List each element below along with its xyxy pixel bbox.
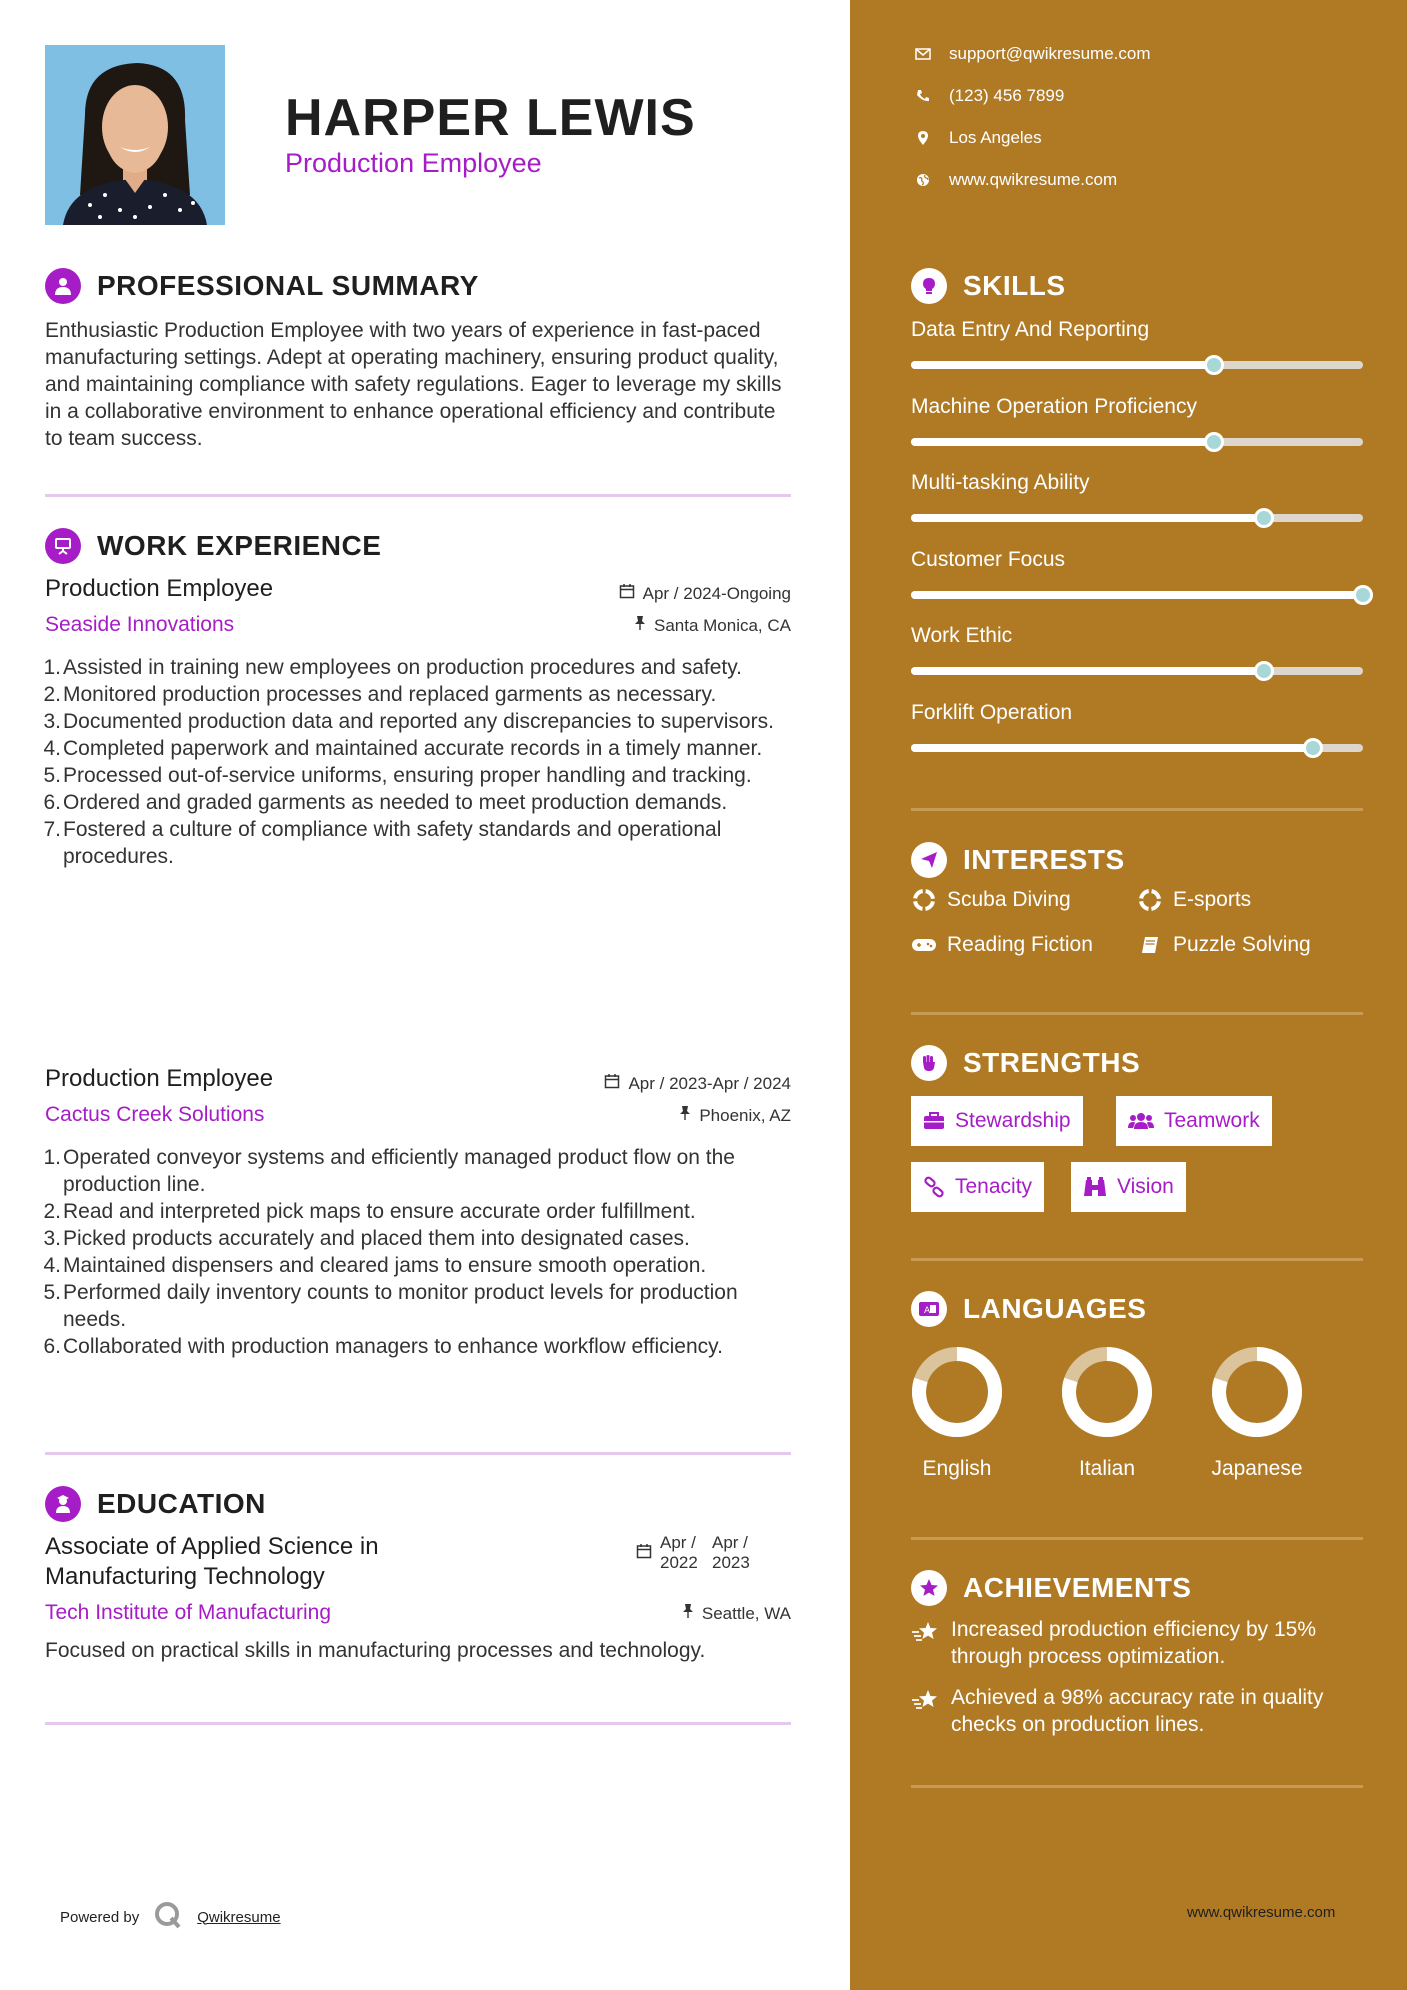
pin-icon xyxy=(634,615,646,636)
strength-label: Tenacity xyxy=(955,1175,1033,1198)
skill-bar-fill xyxy=(911,361,1214,369)
presentation-icon xyxy=(45,528,81,564)
language-item xyxy=(1057,1342,1157,1481)
languages-header xyxy=(911,1291,1146,1327)
link-icon xyxy=(923,1176,945,1198)
language-donut xyxy=(1057,1342,1157,1442)
candidate-role: Production Employee xyxy=(285,148,542,178)
star-icon xyxy=(911,1570,947,1606)
language-donut xyxy=(907,1342,1007,1442)
education-description: Focused on practical skills in manufacturing processes and technology. xyxy=(45,1639,706,1662)
candidate-name: HARPER LEWIS xyxy=(285,89,696,147)
divider xyxy=(911,1012,1363,1015)
calendar-icon xyxy=(619,583,635,604)
list-item: 4. Maintained dispensers and cleared jams to ensure smooth operation. xyxy=(43,1254,707,1277)
job-dates-text: Apr / 2023-Apr / 2024 xyxy=(628,1073,791,1093)
education-title: EDUCATION xyxy=(97,1488,266,1519)
job-title: Production Employee xyxy=(45,575,274,602)
skill-bar-fill xyxy=(911,744,1313,752)
powered-by xyxy=(60,1900,281,1934)
skill-bar-fill xyxy=(911,514,1264,522)
job-location-text: Santa Monica, CA xyxy=(653,615,791,635)
divider xyxy=(45,1452,791,1455)
sidebar xyxy=(850,0,1407,1990)
education-location xyxy=(682,1603,791,1624)
skill-bar xyxy=(911,591,1363,599)
skill-name: Data Entry And Reporting xyxy=(911,318,1150,341)
contact-website xyxy=(911,170,1117,190)
job-location xyxy=(679,1105,791,1126)
skill-name: Forklift Operation xyxy=(911,700,1073,724)
language-label: Japanese xyxy=(1211,1457,1303,1480)
skill-bar-fill xyxy=(911,591,1363,599)
education-end: Apr / 2023 xyxy=(712,1533,750,1572)
achievement-item xyxy=(911,1616,1371,1670)
skills-header xyxy=(911,268,1066,304)
shooting-star-icon xyxy=(911,1684,941,1738)
list-item: 7. Fostered a culture of compliance with safety standards and operational procedures. xyxy=(43,818,722,868)
divider xyxy=(911,1258,1363,1261)
skills-title: SKILLS xyxy=(963,270,1066,301)
paper-plane-icon xyxy=(911,842,947,878)
achievement-item xyxy=(911,1684,1371,1738)
skill-bar xyxy=(911,667,1363,675)
list-item: 6. Ordered and graded garments as needed to meet production demands. xyxy=(43,791,728,814)
achievement-text: Achieved a 98% accuracy rate in quality checks on production lines. xyxy=(951,1686,1324,1736)
interest-label: Puzzle Solving xyxy=(1173,933,1311,956)
contact-phone xyxy=(911,86,1064,106)
book-icon xyxy=(1137,935,1163,955)
skill-name: Customer Focus xyxy=(911,547,1066,571)
divider xyxy=(911,808,1363,811)
list-item: 3. Picked products accurately and placed them into designated cases. xyxy=(43,1227,690,1250)
list-item: 5. Processed out-of-service uniforms, ensuring proper handling and tracking. xyxy=(43,764,752,787)
skill-bar xyxy=(911,514,1363,522)
powered-by-text: Powered by xyxy=(60,1908,140,1926)
languages-title: LANGUAGES xyxy=(963,1293,1147,1324)
binoculars-icon xyxy=(1083,1176,1107,1198)
contact-location xyxy=(911,128,1042,148)
briefcase-icon xyxy=(923,1112,945,1130)
divider xyxy=(45,1722,791,1725)
degree-title: Associate of Applied Science in Manufacturing Technology xyxy=(45,1533,379,1590)
interest-item xyxy=(1137,888,1251,912)
qwikresume-link[interactable]: Qwikresume xyxy=(197,1908,281,1926)
footer-website[interactable]: www.qwikresume.com xyxy=(1187,1904,1336,1921)
strength-chip xyxy=(911,1162,1044,1212)
skill-bar-fill xyxy=(911,667,1264,675)
language-item xyxy=(907,1342,1007,1481)
education-header xyxy=(45,1486,266,1522)
skill-slider-knob xyxy=(1254,508,1274,528)
strength-label: Teamwork xyxy=(1164,1109,1260,1132)
education-start: Apr / 2022 xyxy=(660,1533,698,1572)
phone-icon xyxy=(911,89,935,103)
list-item: 4. Completed paperwork and maintained accurate records in a timely manner. xyxy=(43,737,763,760)
list-item: 3. Documented production data and reported any discrepancies to supervisors. xyxy=(43,710,774,733)
interest-item xyxy=(911,933,1093,957)
contact-phone-text: (123) 456 7899 xyxy=(949,86,1065,105)
language-label: English xyxy=(922,1457,992,1480)
map-marker-icon xyxy=(911,130,935,146)
skill-bar xyxy=(911,744,1363,752)
calendar-icon xyxy=(604,1073,620,1094)
language-icon xyxy=(911,1291,947,1327)
job-location xyxy=(634,615,791,636)
summary-header xyxy=(45,268,479,304)
lightbulb-icon xyxy=(911,268,947,304)
interest-label: Reading Fiction xyxy=(947,933,1093,956)
contact-website-text[interactable]: www.qwikresume.com xyxy=(949,170,1118,189)
divider xyxy=(911,1537,1363,1540)
skill-name: Work Ethic xyxy=(911,624,1013,647)
list-item: 2. Monitored production processes and replaced garments as necessary. xyxy=(43,683,717,706)
calendar-icon xyxy=(636,1533,652,1573)
divider xyxy=(911,1785,1363,1788)
work-title: WORK EXPERIENCE xyxy=(97,530,382,561)
job-location-text: Phoenix, AZ xyxy=(699,1105,791,1125)
job-title: Production Employee xyxy=(45,1065,274,1092)
divider xyxy=(45,494,791,497)
skill-slider-knob xyxy=(1353,585,1373,605)
list-item: 6. Collaborated with production managers to enhance workflow efficiency. xyxy=(43,1335,723,1358)
list-item: 5. Performed daily inventory counts to monitor product levels for production needs. xyxy=(43,1281,738,1331)
skill-bar-fill xyxy=(911,438,1214,446)
interest-label: Scuba Diving xyxy=(947,888,1071,911)
job-dates-text: Apr / 2024-Ongoing xyxy=(642,583,791,603)
fist-icon xyxy=(911,1045,947,1081)
gamepad-icon xyxy=(911,937,937,953)
users-icon xyxy=(1128,1112,1154,1130)
contact-location-text: Los Angeles xyxy=(949,128,1042,147)
summary-text: Enthusiastic Production Employee with two years of experience in fast-paced manufacturing settings. Adept at operating machinery, ensuring product quality, and maintaining compliance with safety regulations. Eager to leverage my skills in a collaborative environment to enhance operational efficiency and contribute to team success. xyxy=(45,319,782,450)
strength-label: Vision xyxy=(1117,1175,1174,1198)
language-label: Italian xyxy=(1078,1457,1136,1480)
skill-slider-knob xyxy=(1303,738,1323,758)
strengths-title: STRENGTHS xyxy=(963,1047,1141,1078)
svg-text:A: A xyxy=(924,1306,931,1316)
job-bullets xyxy=(45,1144,797,1360)
list-item: 1. Assisted in training new employees on production procedures and safety. xyxy=(43,656,743,679)
interests-header xyxy=(911,842,1125,878)
skill-slider-knob xyxy=(1204,355,1224,375)
profile-photo xyxy=(45,45,225,225)
envelope-icon xyxy=(911,48,935,60)
achievements-title: ACHIEVEMENTS xyxy=(963,1572,1192,1603)
achievements-header xyxy=(911,1570,1191,1606)
interest-item xyxy=(1137,933,1311,957)
job-bullets xyxy=(45,654,797,870)
strength-chip xyxy=(1071,1162,1186,1212)
interest-item xyxy=(911,888,1071,912)
job-dates xyxy=(604,1073,791,1094)
skill-slider-knob xyxy=(1204,432,1224,452)
strength-chip xyxy=(911,1096,1083,1146)
education-dates xyxy=(636,1533,756,1573)
language-item xyxy=(1207,1342,1307,1481)
interests-title: INTERESTS xyxy=(963,844,1125,875)
contact-email xyxy=(911,44,1151,64)
graduate-icon xyxy=(45,1486,81,1522)
skill-bar xyxy=(911,438,1363,446)
user-icon xyxy=(45,268,81,304)
skill-name: Multi-tasking Ability xyxy=(911,471,1090,494)
achievement-text: Increased production efficiency by 15% through process optimization. xyxy=(951,1618,1316,1668)
strengths-header xyxy=(911,1045,1140,1081)
skill-name: Machine Operation Proficiency xyxy=(911,394,1197,418)
list-item: 2. Read and interpreted pick maps to ensure accurate order fulfillment. xyxy=(43,1200,696,1223)
globe-icon xyxy=(911,173,935,187)
education-location-text: Seattle, WA xyxy=(701,1603,791,1623)
skill-slider-knob xyxy=(1254,661,1274,681)
strength-label: Stewardship xyxy=(955,1109,1071,1132)
pin-icon xyxy=(682,1603,694,1624)
list-item: 1. Operated conveyor systems and efficiently managed product flow on the production line. xyxy=(43,1146,735,1196)
job-dates xyxy=(619,583,791,604)
language-donut xyxy=(1207,1342,1307,1442)
skill-bar xyxy=(911,361,1363,369)
contact-email-text[interactable]: support@qwikresume.com xyxy=(949,44,1151,63)
summary-title: PROFESSIONAL SUMMARY xyxy=(97,270,479,301)
work-header xyxy=(45,528,381,564)
pin-icon xyxy=(679,1105,691,1126)
company-name: Cactus Creek Solutions xyxy=(45,1103,265,1126)
lifebuoy-icon xyxy=(911,889,937,911)
strength-chip xyxy=(1116,1096,1272,1146)
shooting-star-icon xyxy=(911,1616,941,1670)
school-name: Tech Institute of Manufacturing xyxy=(45,1601,331,1624)
interest-label: E-sports xyxy=(1173,888,1252,911)
company-name: Seaside Innovations xyxy=(45,613,235,636)
qwikresume-logo-icon xyxy=(153,1900,183,1934)
lifebuoy-icon xyxy=(1137,889,1163,911)
